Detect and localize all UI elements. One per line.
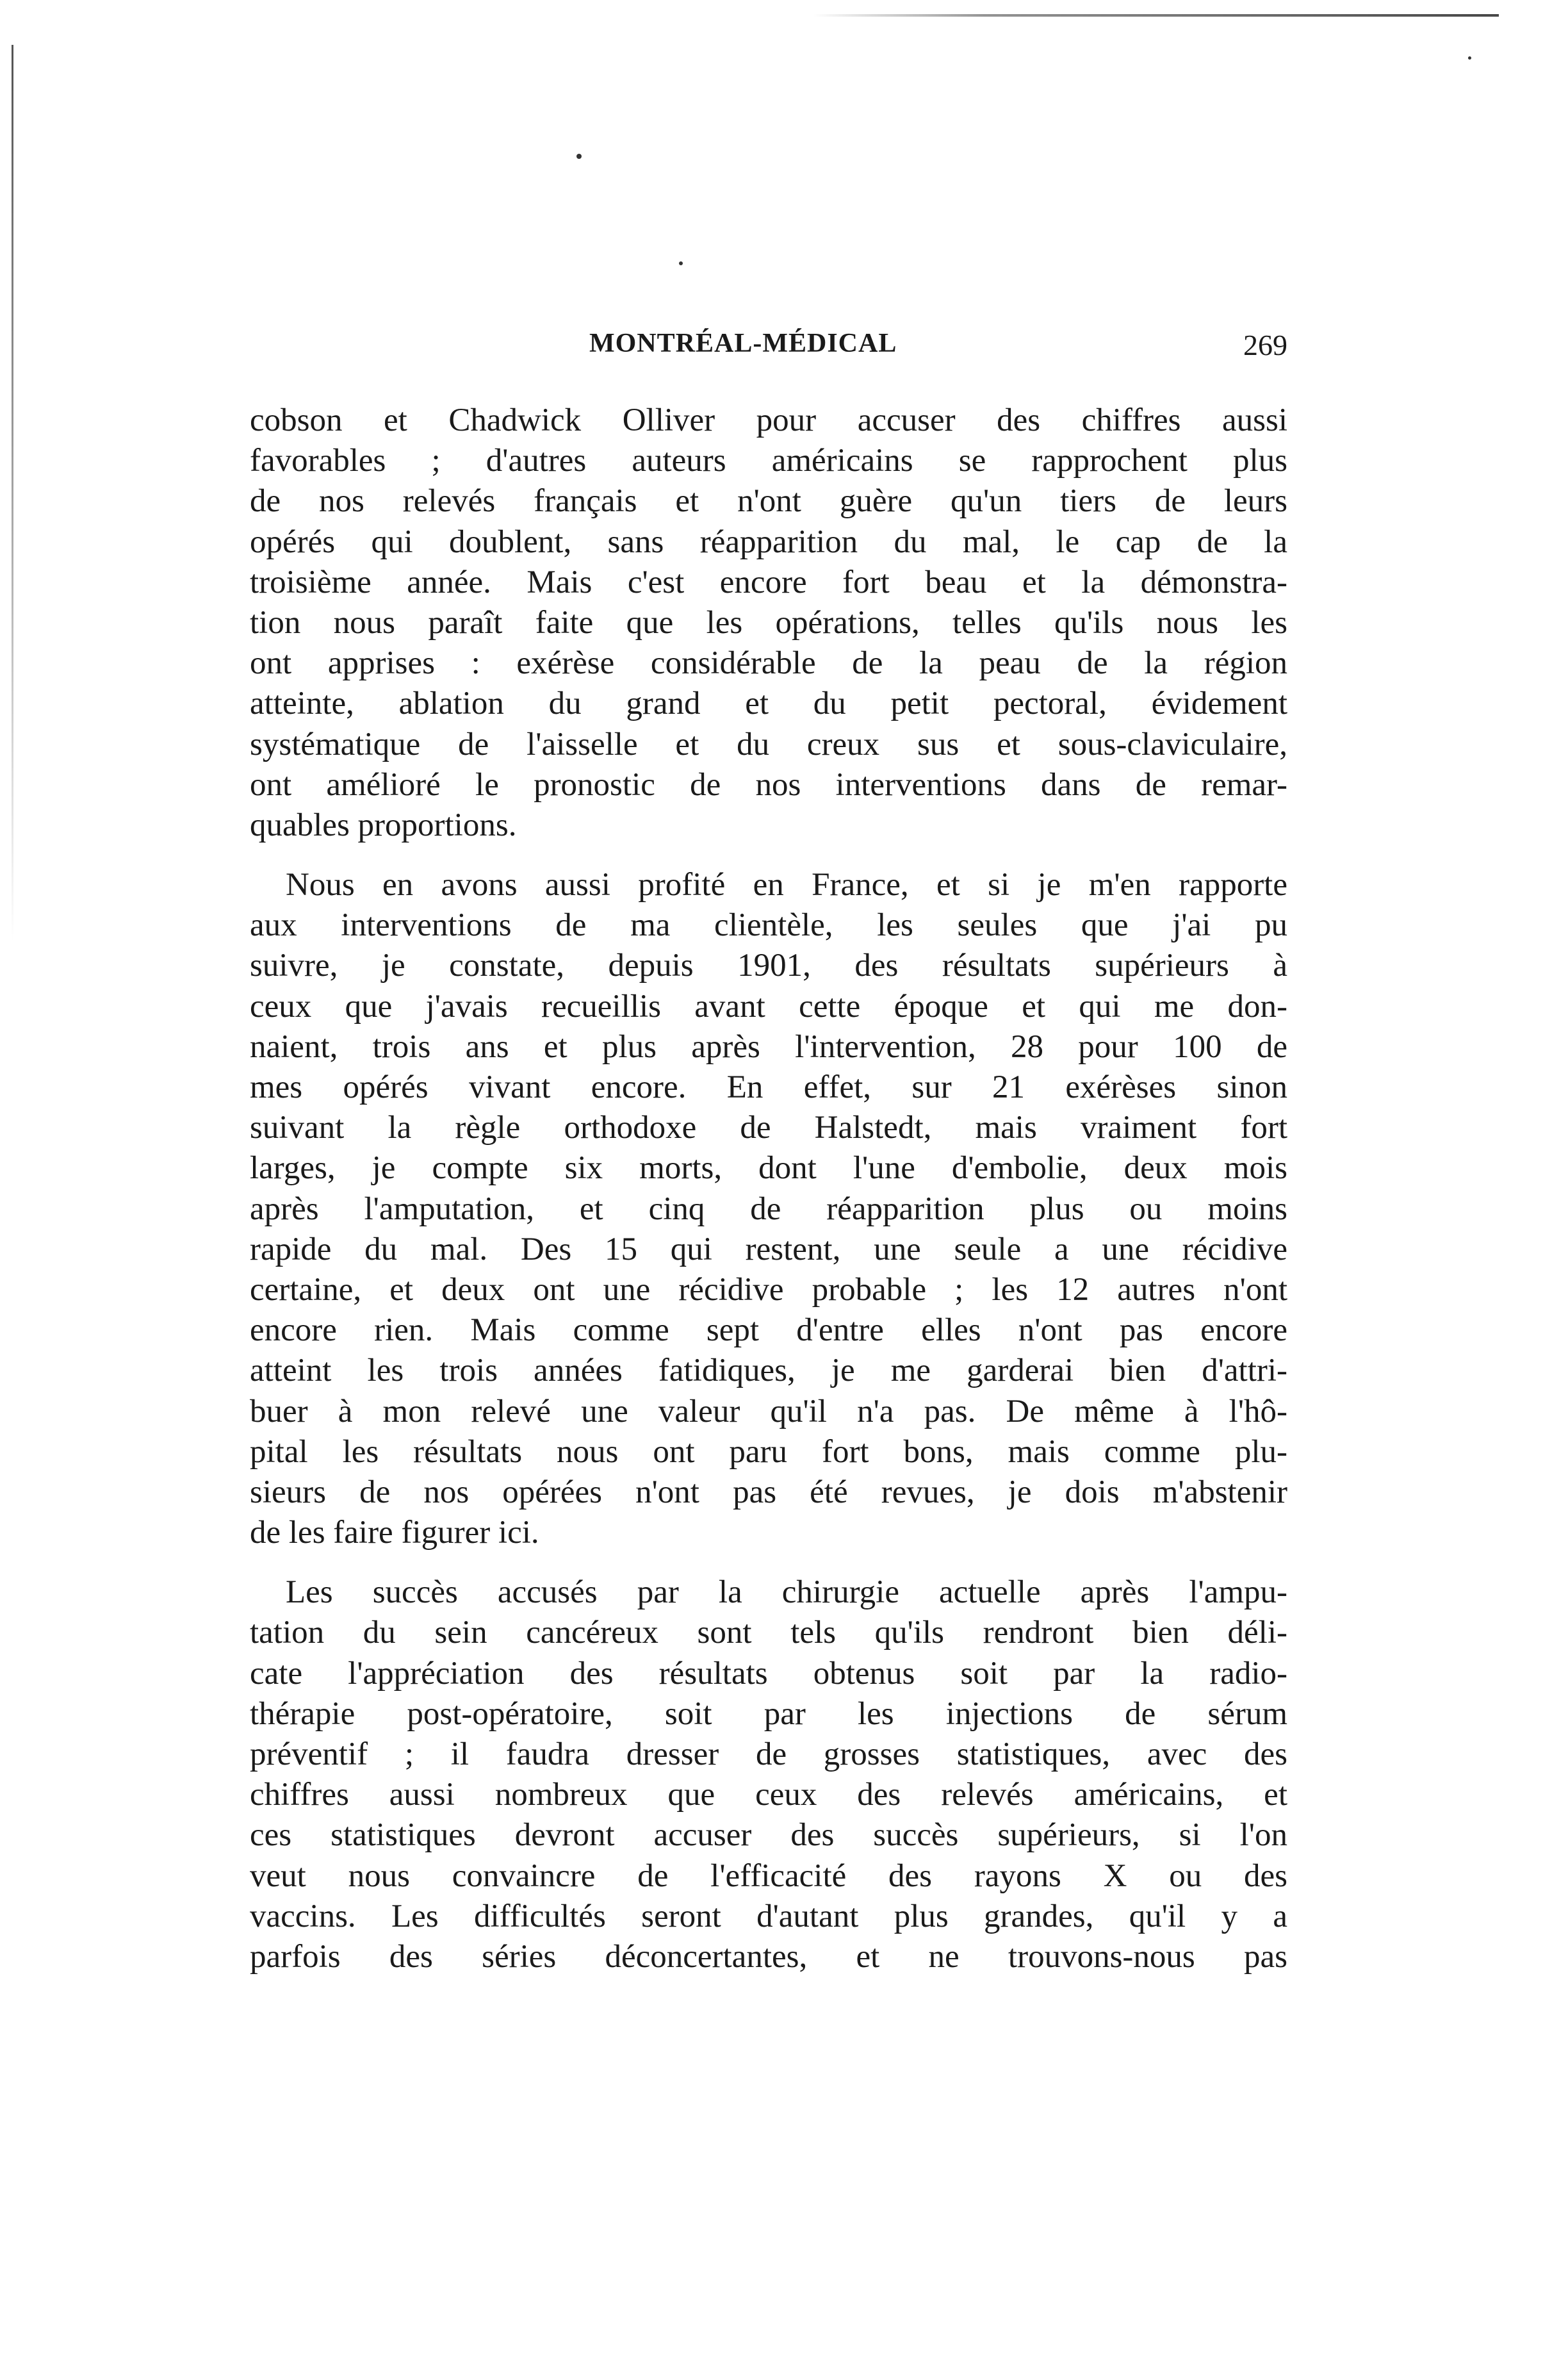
text-line: mes opérés vivant encore. En effet, sur 21 exérèses sinon [250,1069,1287,1105]
text-line: pital les résultats nous ont paru fort bons, mais comme plu- [250,1433,1287,1470]
text-line: cobson et Chadwick Olliver pour accuser des chiffres aussi [250,402,1287,438]
text-line: sieurs de nos opérées n'ont pas été revues, je dois m'abstenir [250,1474,1287,1510]
text-line: ceux que j'avais recueillis avant cette époque et qui me don- [250,988,1287,1025]
text-line: préventif ; il faudra dresser de grosses statistiques, avec des [250,1736,1287,1772]
scan-speck [1468,56,1471,60]
text-line: tion nous paraît faite que les opérations, telles qu'ils nous les [250,604,1287,641]
text-line: suivant la règle orthodoxe de Halstedt, mais vraiment fort [250,1110,1287,1146]
text-line: après l'amputation, et cinq de réapparition plus ou moins [250,1190,1287,1227]
text-line: Les succès accusés par la chirurgie actuelle après l'ampu- [286,1574,1287,1611]
scan-speck [679,261,683,265]
text-line: vaccins. Les difficultés seront d'autant plus grandes, qu'il y a [250,1898,1287,1934]
page-header [250,328,1287,373]
running-title: MONTRÉAL-MÉDICAL [589,329,897,358]
text-line: rapide du mal. Des 15 qui restent, une seule a une récidive [250,1231,1287,1267]
text-line: thérapie post-opératoire, soit par les injections de sérum [250,1695,1287,1732]
text-line: cate l'appréciation des résultats obtenus soit par la radio- [250,1655,1287,1692]
text-line: systématique de l'aisselle et du creux sus et sous-claviculaire, [250,726,1287,762]
text-line: troisième année. Mais c'est encore fort beau et la démonstra- [250,564,1287,600]
scan-top-rule [813,14,1499,17]
text-line: aux interventions de ma clientèle, les seules que j'ai pu [250,907,1287,944]
body-text [250,400,1287,1977]
text-line: de nos relevés français et n'ont guère qu'un tiers de leurs [250,483,1287,520]
scan-speck [576,154,582,159]
text-line: ces statistiques devront accuser des succès supérieurs, si l'on [250,1817,1287,1854]
text-line: favorables ; d'autres auteurs américains se rapprochent plus [250,443,1287,479]
text-line: chiffres aussi nombreux que ceux des relevés américains, et [250,1777,1287,1813]
page-number: 269 [1243,329,1287,361]
text-line: naient, trois ans et plus après l'intervention, 28 pour 100 de [250,1028,1287,1065]
text-line: ont apprises : exérèse considérable de la peau de la région [250,645,1287,682]
text-line: atteinte, ablation du grand et du petit pectoral, évidement [250,686,1287,722]
text-line: opérés qui doublent, sans réapparition du mal, le cap de la [250,523,1287,560]
text-line: quables proportions. [250,807,517,843]
scan-left-edge [12,45,13,942]
text-line: de les faire figurer ici. [250,1515,539,1551]
text-line: suivre, je constate, depuis 1901, des résultats supérieurs à [250,948,1287,984]
paragraph-1 [250,400,1287,846]
paragraph-2 [250,865,1287,1553]
text-line: Nous en avons aussi profité en France, et si je m'en rapporte [286,867,1287,903]
text-line: tation du sein cancéreux sont tels qu'ils rendront bien déli- [250,1615,1287,1651]
text-line: atteint les trois années fatidiques, je me garderai bien d'attri- [250,1353,1287,1389]
text-line: encore rien. Mais comme sept d'entre elles n'ont pas encore [250,1312,1287,1349]
text-line: veut nous convaincre de l'efficacité des rayons X ou des [250,1857,1287,1894]
text-line: parfois des séries déconcertantes, et ne trouvons-nous pas [250,1938,1287,1975]
paragraph-3 [250,1572,1287,1977]
text-line: larges, je compte six morts, dont l'une d'embolie, deux mois [250,1150,1287,1187]
text-line: certaine, et deux ont une récidive probable ; les 12 autres n'ont [250,1271,1287,1308]
text-line: ont amélioré le pronostic de nos interventions dans de remar- [250,766,1287,803]
text-line: buer à mon relevé une valeur qu'il n'a pas. De même à l'hô- [250,1393,1287,1429]
